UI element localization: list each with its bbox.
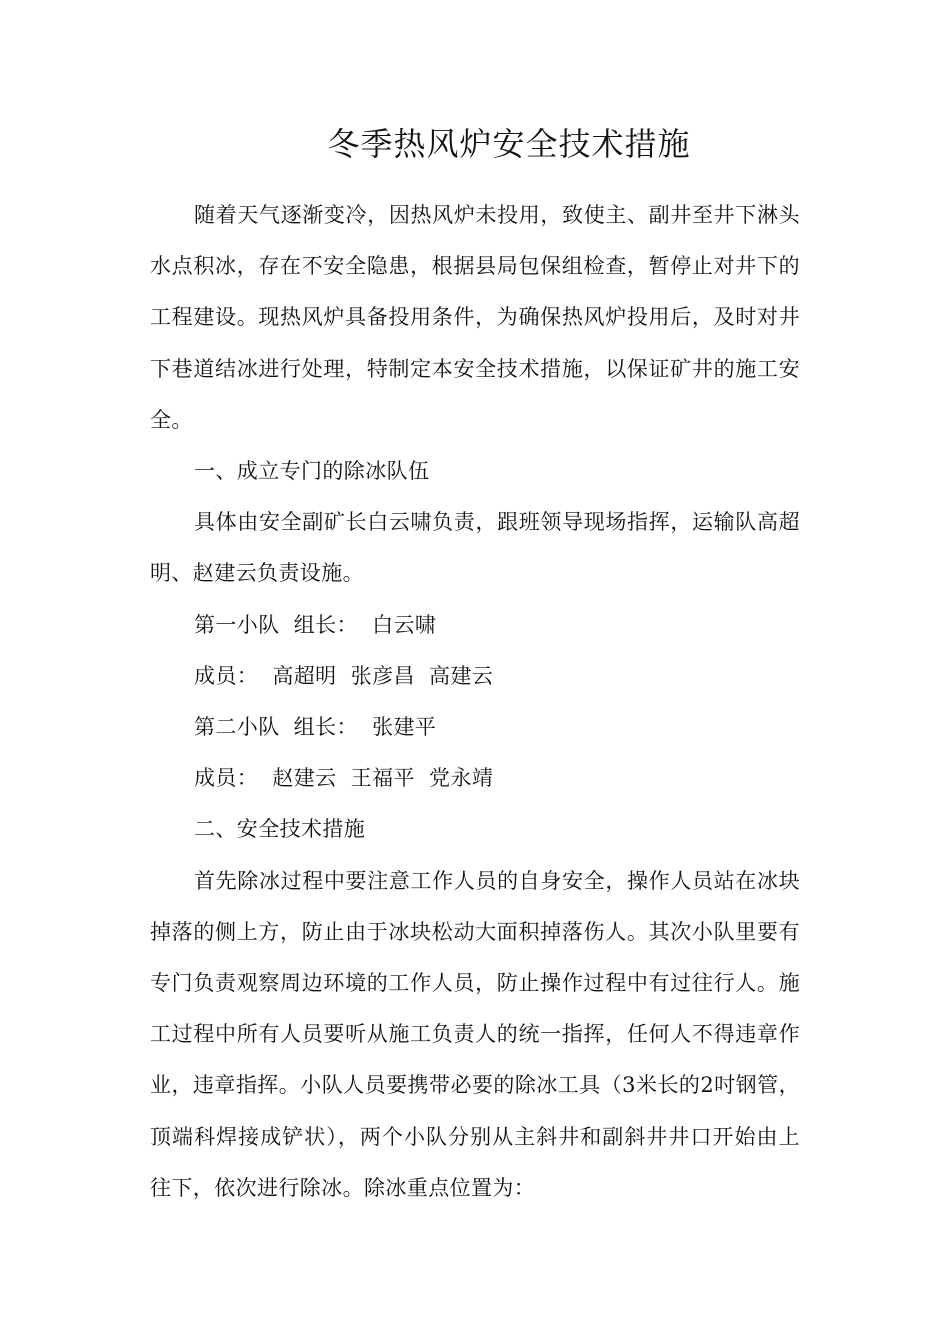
section-heading-2: 二、安全技术措施 [194,817,366,842]
responsibility-paragraph: 具体由安全副矿长白云啸负责，跟班领导现场指挥，运输队高超明、赵建云负责设施。 [150,510,800,586]
document-body [150,190,800,1214]
section-heading-1: 一、成立专门的除冰队伍 [194,459,430,484]
team-2-leader: 第二小队 组长： 张建平 [194,715,437,740]
document-title: 冬季热风炉安全技术措施 [327,125,691,163]
team-2-members: 成员： 赵建云 王福平 党永靖 [194,766,494,791]
intro-paragraph: 随着天气逐渐变冷，因热风炉未投用，致使主、副井至井下淋头水点积冰，存在不安全隐患，根据县局包保组检查，暂停止对井下的工程建设。现热风炉具备投用条件，为确保热风炉投用后，及时对井下巷道结冰进行处理，特制定本安全技术措施，以保证矿井的施工安全。 [150,203,800,432]
safety-measures-paragraph: 首先除冰过程中要注意工作人员的自身安全，操作人员站在冰块掉落的侧上方，防止由于冰块松动大面积掉落伤人。其次小队里要有专门负责观察周边环境的工作人员，防止操作过程中有过往行人。施工过程中所有人员要听从施工负责人的统一指挥，任何人不得违章作业，违章指挥。小队人员要携带必要的除冰工具（3米长的2吋钢管，顶端科焊接成铲状），两个小队分别从主斜井和副斜井井口开始由上往下，依次进行除冰。除冰重点位置为： [150,868,800,1200]
team-1-leader: 第一小队 组长： 白云啸 [194,612,437,637]
team-1-members: 成员： 高超明 张彦昌 高建云 [194,663,494,688]
